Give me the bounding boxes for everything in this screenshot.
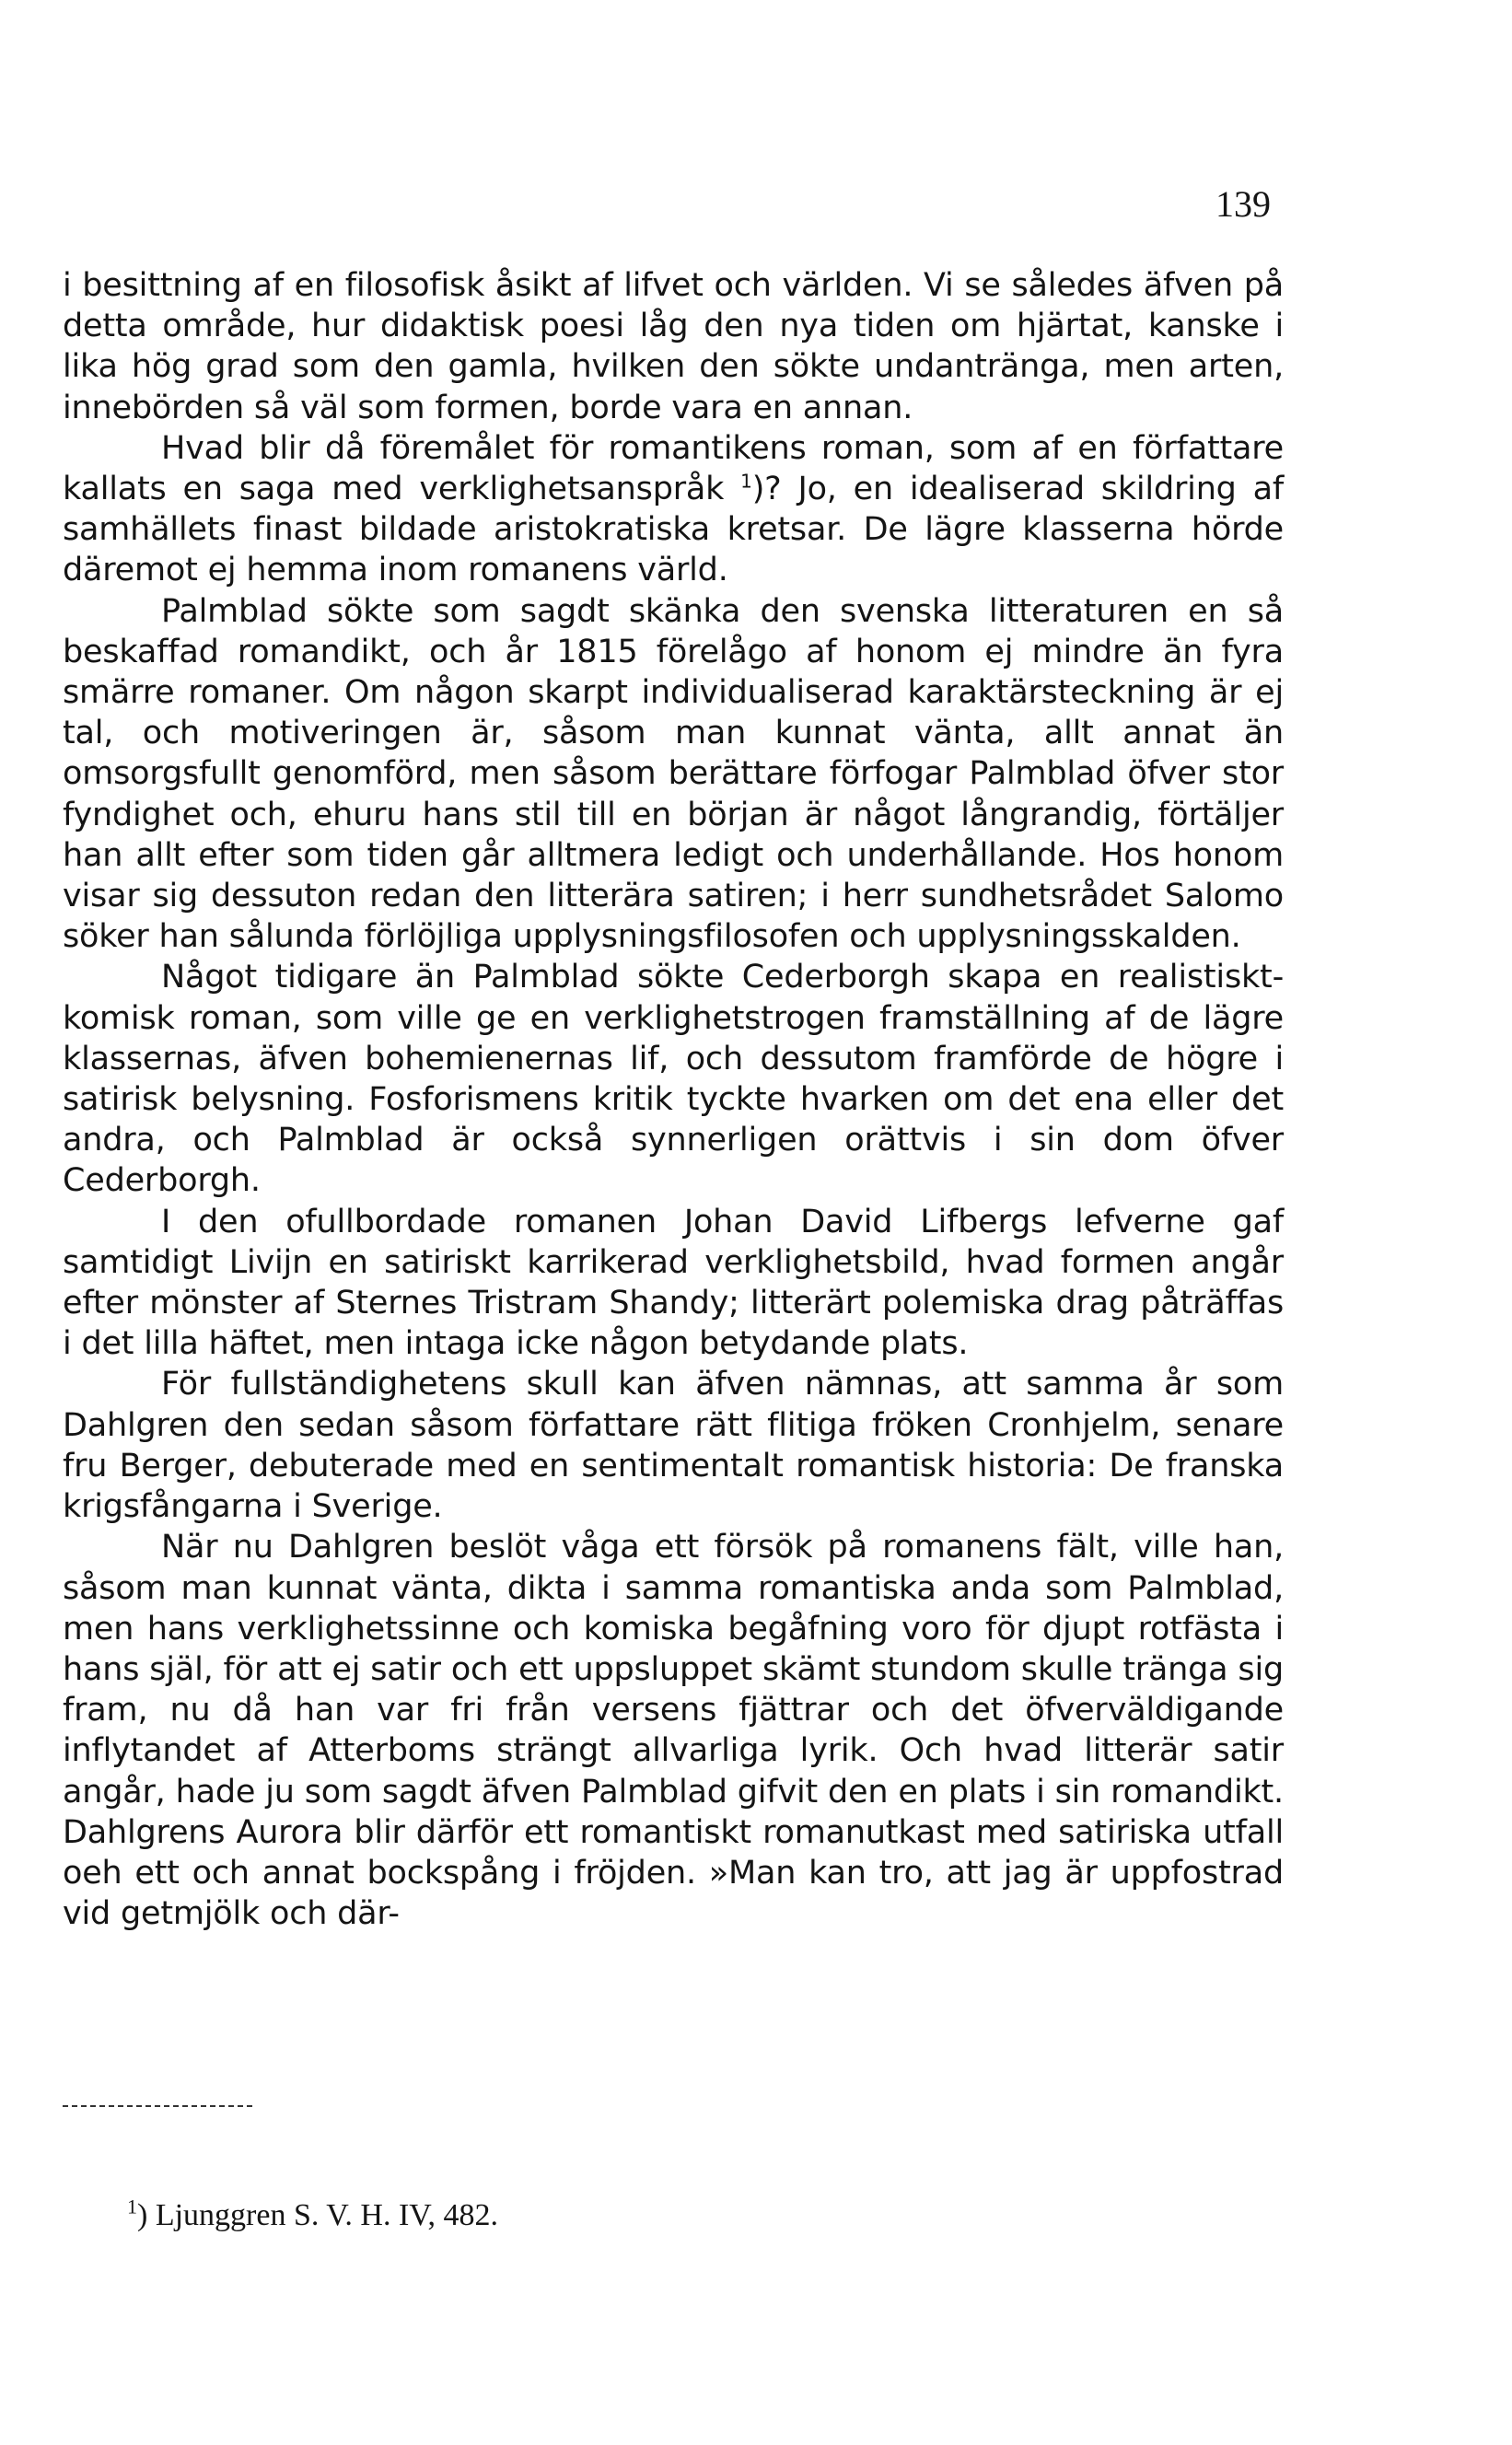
paragraph-7	[63, 1527, 1284, 1934]
paragraph-3-text: Palmblad sökte som sagdt skänka den svenska litteraturen en så beskaffad romandikt, och år 1815 förelågo af honom ej mindre än fyra smärre romaner. Om någon skarpt individualiserad karaktärsteckning är ej tal, och motiveringen är, såsom man kunnat vänta, allt annat än omsorgsfullt genomförd, men såsom berättare förfogar Palmblad öfver stor fyndighet och, ehuru hans stil till en början är något långrandig, förtäljer han allt efter som tiden går alltmera ledigt och underhållande. Hos honom visar sig dessuton redan den litterära satiren; i herr sundhetsrådet Salomo söker han sålunda förlöjliga upplysningsfilosofen och upplysningsskalden.	[63, 592, 1284, 956]
paragraph-4-text: Något tidigare än Palmblad sökte Cederborgh skapa en realistiskt-komisk roman, som ville ge en verklighetstrogen framställning af de lägre klassernas, äfven bohemienernas lif, och dessutom framförde de högre i satirisk belysning. Fosforismens kritik tyckte hvarken om det ena eller det andra, och Palmblad är också synnerligen orättvis i sin dom öfver Cederborgh.	[63, 959, 1284, 1200]
page-number: 139	[1215, 183, 1271, 225]
paragraph-5	[63, 1202, 1284, 1365]
footnote-divider	[63, 2105, 252, 2107]
footnote-mark: 1	[127, 2195, 137, 2218]
body-text	[63, 265, 1284, 1934]
paragraph-2-text-after: )? Jo, en idealiserad skildring af samhällets finast bildade aristokratiska kretsar. De lägre klasserna hörde däremot ej hemma inom romanens värld.	[63, 471, 1284, 589]
footnote-text: ) Ljunggren S. V. H. IV, 482.	[137, 2198, 498, 2232]
paragraph-3	[63, 591, 1284, 958]
footnote	[127, 2197, 498, 2234]
paragraph-2-text: Hvad blir då föremålet för romantikens roman, som af en författare kallats en saga med verklighetsanspråk	[63, 429, 1284, 508]
paragraph-2	[63, 428, 1284, 591]
paragraph-5-text: I den ofullbordade romanen Johan David Lifbergs lefverne gaf samtidigt Livijn en satiriskt karrikerad verklighetsbild, hvad formen angår efter mönster af Sternes Tristram Shandy; litterärt polemiska drag påträffas i det lilla häftet, men intaga icke någon betydande plats.	[63, 1203, 1284, 1363]
paragraph-1-text: i besittning af en filosofisk åsikt af lifvet och världen. Vi se således äfven på detta område, hur didaktisk poesi låg den nya tiden om hjärtat, kanske i lika hög grad som den gamla, hvilken den sökte undantränga, men arten, innebörden så väl som formen, borde vara en annan.	[63, 267, 1284, 426]
paragraph-6-text: För fullständighetens skull kan äfven nämnas, att samma år som Dahlgren den sedan såsom författare rätt flitiga fröken Cronhjelm, senare fru Berger, debuterade med en sentimentalt romantisk historia: De franska krigsfångarna i Sverige.	[63, 1366, 1284, 1526]
paragraph-1	[63, 265, 1284, 428]
footnote-reference: 1	[740, 470, 752, 493]
paragraph-7-text: När nu Dahlgren beslöt våga ett försök på romanens fält, ville han, såsom man kunnat vänta, dikta i samma romantiska anda som Palmblad, men hans verklighetssinne och komiska begåfning voro för djupt rotfästa i hans själ, för att ej satir och ett uppsluppet skämt stundom skulle tränga sig fram, nu då han var fri från versens fjättrar och det öfverväldigande inflytandet af Atterboms strängt allvarliga lyrik. Och hvad litterär satir angår, hade ju som sagdt äfven Palmblad gifvit den en plats i sin romandikt. Dahlgrens Aurora blir därför ett romantiskt romanutkast med satiriska utfall oeh ett och annat bockspång i fröjden. »Man kan tro, att jag är uppfostrad vid getmjölk och där-	[63, 1529, 1284, 1933]
paragraph-4	[63, 957, 1284, 1201]
paragraph-6	[63, 1364, 1284, 1527]
